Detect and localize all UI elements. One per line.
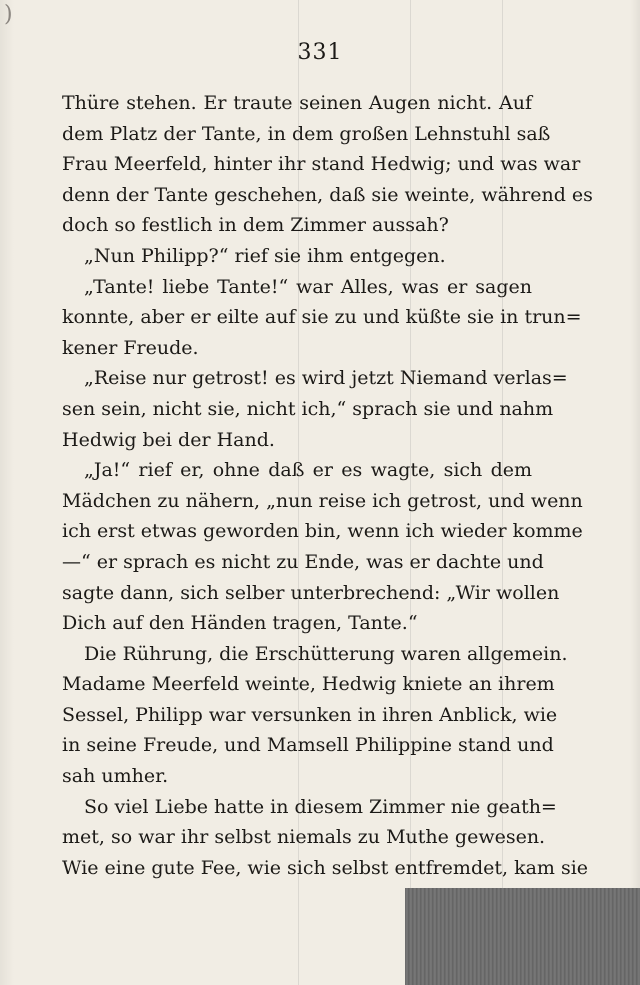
text-line: Hedwig bei der Hand. xyxy=(62,428,275,451)
text-line: So viel Liebe hatte in diesem Zimmer nie geath= xyxy=(84,795,557,818)
text-line: sen sein, nicht sie, nicht ich,“ sprach sie und nahm xyxy=(62,397,554,420)
text-line: doch so festlich in dem Zimmer aussah? xyxy=(62,214,449,237)
text-line: Sessel, Philipp war versunken in ihren Anblick, wie xyxy=(62,703,558,726)
text-line: kener Freude. xyxy=(62,336,199,359)
text-line: konnte, aber er eilte auf sie zu und küßte sie in trun= xyxy=(62,306,582,329)
text-line: denn der Tante geschehen, daß sie weinte, während es xyxy=(62,183,593,206)
text-line: sah umher. xyxy=(62,765,169,788)
text-line: sagte dann, sich selber unterbrechend: „Wir wollen xyxy=(62,581,560,604)
text-line: „Ja!“ rief er, ohne daß er es wagte, sich dem xyxy=(84,459,532,482)
text-line: —“ er sprach es nicht zu Ende, was er dachte und xyxy=(62,550,544,573)
scan-shadow xyxy=(405,888,640,985)
margin-mark: ) xyxy=(4,2,13,27)
text-line: Dich auf den Händen tragen, Tante.“ xyxy=(62,612,418,635)
text-line: „Reise nur getrost! es wird jetzt Niemand verlas= xyxy=(84,367,568,390)
text-line: Frau Meerfeld, hinter ihr stand Hedwig; und was war xyxy=(62,153,581,176)
text-line: met, so war ihr selbst niemals zu Muthe gewesen. xyxy=(62,826,546,849)
text-line: Mädchen zu nähern, „nun reise ich getrost, und wenn xyxy=(62,489,583,512)
text-line: Thüre stehen. Er traute seinen Augen nicht. Auf xyxy=(62,92,532,114)
text-line: Madame Meerfeld weinte, Hedwig kniete an ihrem xyxy=(62,673,555,696)
text-line: in seine Freude, und Mamsell Philippine stand und xyxy=(62,734,554,757)
text-line: Wie eine gute Fee, wie sich selbst entfremdet, kam sie xyxy=(62,856,589,879)
text-line: „Tante! liebe Tante!“ war Alles, was er sagen xyxy=(84,275,532,298)
text-line: Die Rührung, die Erschütterung waren allgemein. xyxy=(84,642,568,665)
page-number: 331 xyxy=(297,40,343,65)
body-text xyxy=(62,88,593,883)
text-line: ich erst etwas geworden bin, wenn ich wieder komme xyxy=(62,520,583,543)
text-line: dem Platz der Tante, in dem großen Lehnstuhl saß xyxy=(62,122,551,145)
text-line: „Nun Philipp?“ rief sie ihm entgegen. xyxy=(84,244,446,267)
